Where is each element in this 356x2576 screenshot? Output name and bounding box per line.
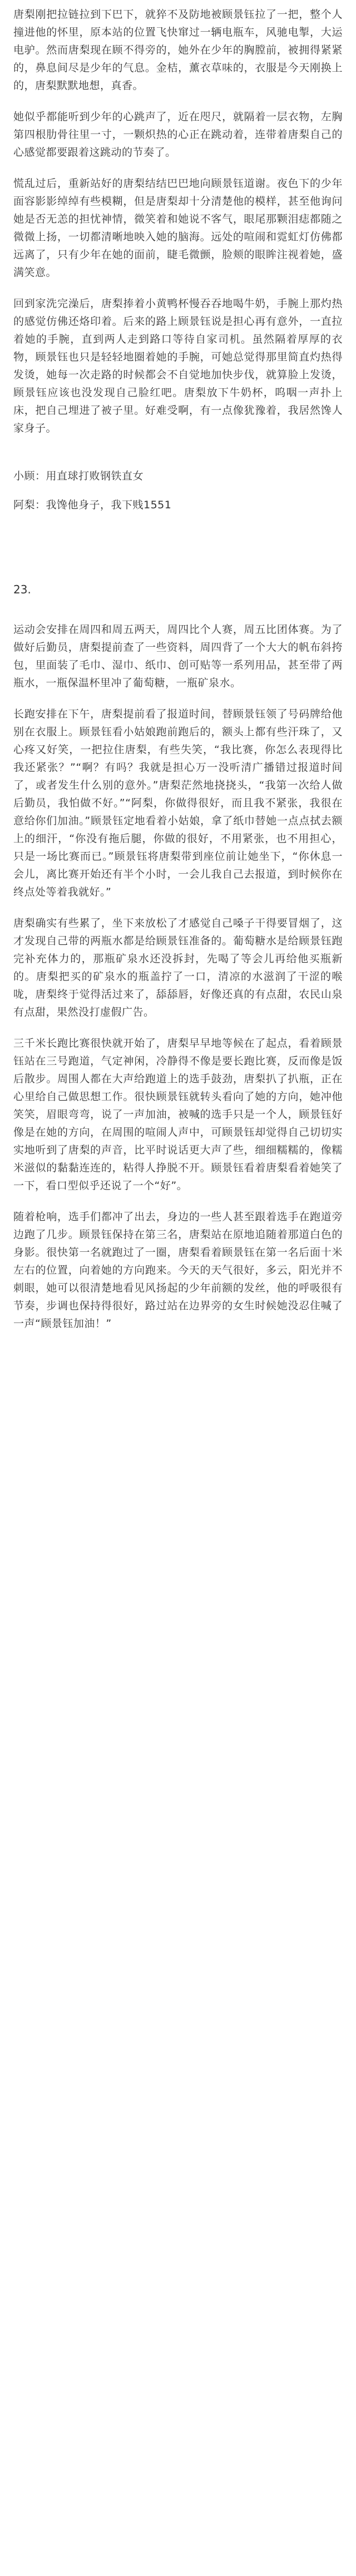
story-paragraph: 运动会安排在周四和周五两天，周四比个人赛，周五比团体赛。为了做好后勤员，唐梨提前查了一些资料，周四背了一个大大的帆布斜挎包，里面装了毛巾、湿巾、纸巾、创可贴等一系列用品，甚至带了两瓶水，一瓶保温杯里冲了葡萄糖，一瓶矿泉水。 <box>13 623 343 689</box>
story-paragraph: 随着枪响，选手们都冲了出去，身边的一些人甚至跟着选手在跑道旁边跑了几步。顾景钰保持在第三名，唐梨站在原地追随着那道白色的身影。很快第一名就跑过了一圈，唐梨看着顾景钰在第一名后面十米左右的位置，向着她的方向跑来。今天的天气很好，多云，阳光并不刺眼，她可以很清楚地看见风扬起的少年前额的发丝，他的呼吸很有节奏，步调也保持得很好，路过站在边界旁的女生时候她没忍住喊了一声“顾景钰加油！” <box>13 1211 343 1330</box>
story-paragraph: 长跑安排在下午，唐梨提前看了报道时间，替顾景钰领了号码牌给他别在衣服上。顾景钰看小姑娘跑前跑后的，额头上都有些汗珠了，又心疼又好笑，一把拉住唐梨，有些失笑，“我比赛，你怎么表现得比我还紧张？”“啊？有吗？我就是担心万一没听清广播错过报道时间了，或者发生什么别的意外。”唐梨茫然地挠挠头，“我第一次给人做后勤员，我怕做不好。”“阿梨，你做得很好，而且我不紧张，我很在意给你们加油。”顾景钰定地看着小姑娘，拿了纸巾替她一点点拭去额上的细汗，“你没有拖后腿，你做的很好，不用紧张，也不用担心，只是一场比赛而已。”顾景钰将唐梨带到座位前让她坐下，“你休息一会儿，离比赛开始还有半个小时，一会儿我自己去报道，到时候你在终点处等着我就好。” <box>13 708 343 898</box>
author-note: 小顾：用直球打败钢铁直女 <box>13 470 144 482</box>
story-paragraph: 她似乎都能听到少年的心跳声了，近在咫尺，就隔着一层衣物，左胸第四根肋骨往里一寸，一颗炽热的心正在跳动着，连带着唐梨自己的心感觉都要跟着这跳动的节奏了。 <box>13 111 343 158</box>
story-paragraph: 回到家洗完澡后，唐梨捧着小黄鸭杯慢吞吞地喝牛奶，手腕上那灼热的感觉仿佛还烙印着。后来的路上顾景钰说是担心再有意外，一直拉着她的手腕，直到两人走到路口等待自家司机。虽然隔着厚厚的衣物，顾景钰也只是轻轻地圈着她的手腕，可她总觉得那里简直灼热得发烫，她每一次走路的时候都会不自觉地加快步伐，就算脸上发烫，顾景钰应该也没发现自己脸红吧。唐梨放下牛奶杯，呜咽一声扑上床，把自己埋进了被子里。好难受啊，有一点像犹豫着，我居然馋人家身子。 <box>13 298 343 434</box>
story-paragraph: 唐梨确实有些累了，坐下来放松了才感觉自己嗓子干得要冒烟了，这才发现自己带的两瓶水都是给顾景钰准备的。葡萄糖水是给顾景钰跑完补充体力的，那瓶矿泉水还没拆封，先喝了等会儿再给他买瓶新的。唐梨把买的矿泉水的瓶盖拧了一口，清凉的水滋润了干涩的喉咙，唐梨终于觉得活过来了，舔舔唇，好像还真的有点甜，农民山泉有点甜，果然没打虚假广告。 <box>13 917 343 1018</box>
story-paragraph: 慌乱过后，重新站好的唐梨结结巴巴地向顾景钰道谢。夜色下的少年面容影影绰绰有些模糊，但是唐梨却十分清楚他的模样，甚至他询问她是否无恙的担忧神情，微笑着和她说不客气，眼尾那颗泪痣都随之微微上扬，一切都清晰地映入她的脑海。远处的喧闹和霓虹灯仿佛都远离了，只有少年在她的面前，睫毛微颤，脸颊的眼眸注视着她，盛满笑意。 <box>13 177 343 279</box>
story-paragraph: 唐梨刚把拉链拉到下巴下，就猝不及防地被顾景钰拉了一把，整个人撞进他的怀里，原本站的位置飞快窜过一辆电瓶车，风驰电掣，大运电驴。然而唐梨现在顾不得旁的，她外在少年的胸膛前，被拥得紧紧的，鼻息间尽是少年的气息。金桔，薰衣草味的，衣服是今天刚换上的，唐梨默默地想，真香。 <box>13 8 343 92</box>
story-paragraph: 三千米长跑比赛很快就开始了，唐梨早早地等候在了起点，看着顾景钰站在三号跑道，气定神闲，冷静得不像是要长跑比赛，反而像是饭后散步。周围人都在大声给跑道上的选手鼓劲，唐梨扒了扒瓶，正在心里给自己做思想工作。很快顾景钰就转头看向了她的方向，她冲他笑笑，眉眼弯弯，说了一声加油，被喊的选手只是一个人，顾景钰好像是在她的方向，在周围的喧闹人声中，可顾景钰却觉得自己切切实实地听到了唐梨的声音，比平时说话更大声了些，细细糯糯的，像糯米滋似的黏黏连连的，粘得人挣脱不开。顾景钰看着唐梨看着她笑了一下，看口型似乎还说了一个“好”。 <box>13 1037 343 1192</box>
chapter-number: 23. <box>13 583 31 596</box>
article-content <box>13 0 343 2576</box>
author-note: 阿梨：我馋他身子，我下贱1551 <box>13 499 172 511</box>
